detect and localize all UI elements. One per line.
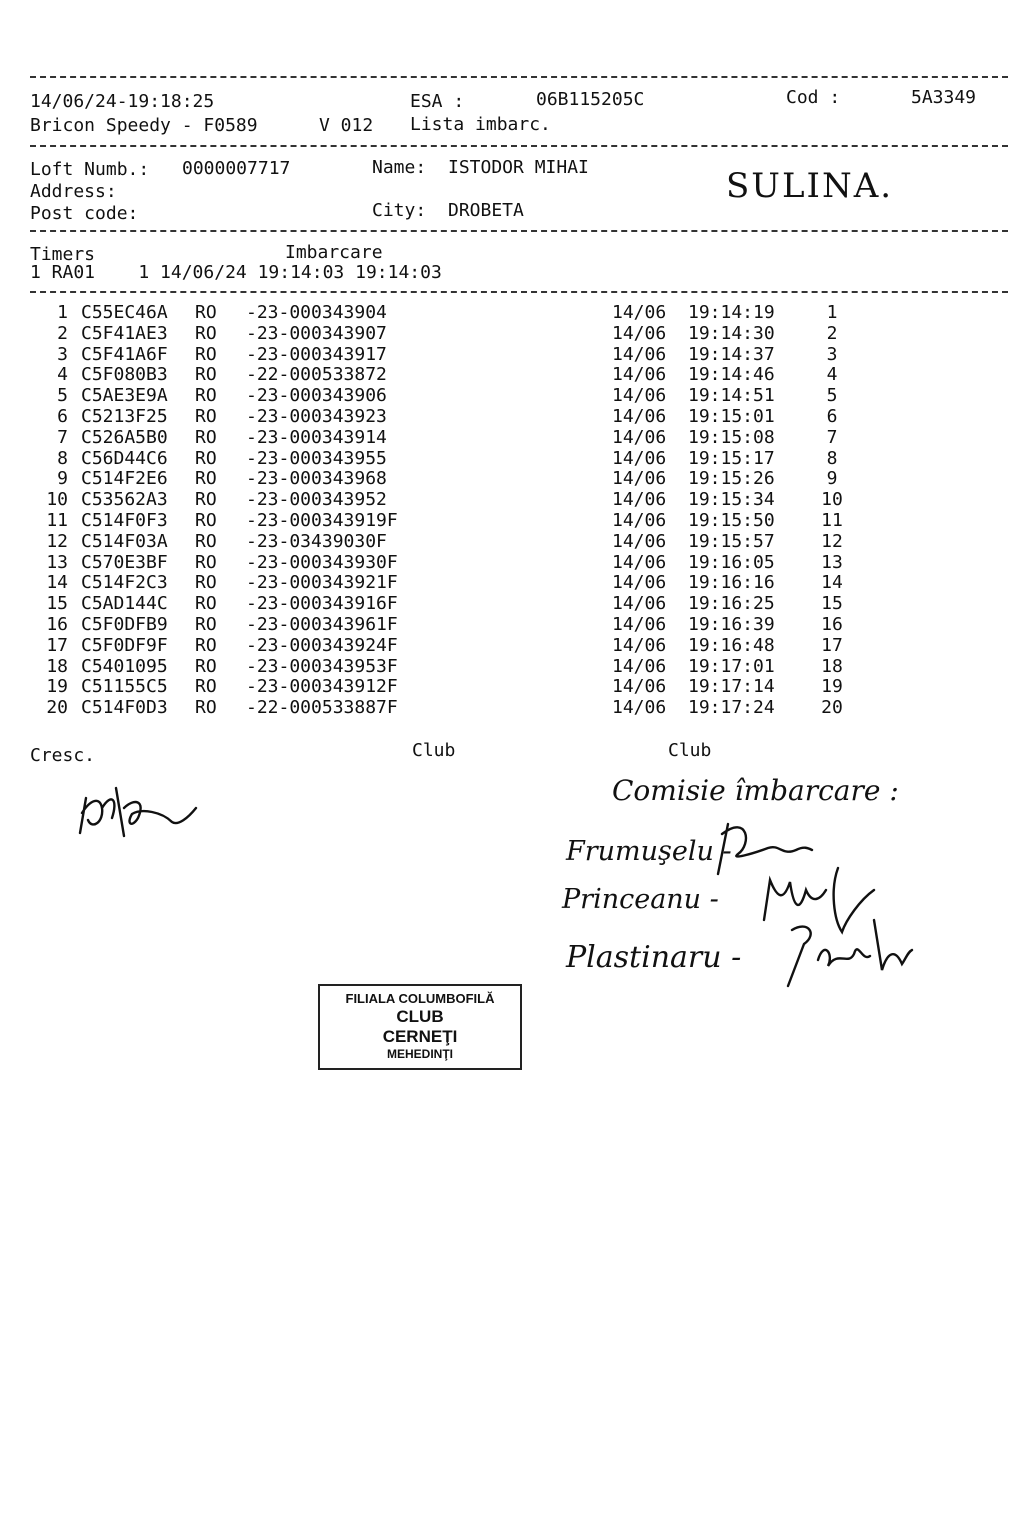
- club-label: Club: [412, 740, 456, 761]
- table-row: [0, 698, 1024, 719]
- chip-id: C5AD144C: [81, 593, 168, 615]
- table-row: [0, 345, 1024, 366]
- city-value: DROBETA: [448, 200, 524, 221]
- row-number: 10: [46, 489, 68, 511]
- member-signature: [778, 910, 918, 990]
- rank-number: 2: [826, 322, 838, 344]
- ring-number: -23-03439030F: [246, 530, 387, 552]
- row-number: 14: [46, 572, 68, 594]
- row-number: 19: [46, 676, 68, 698]
- ring-number: -23-000343912F: [246, 676, 398, 698]
- country-code: RO: [195, 468, 217, 490]
- rank-number: 3: [826, 343, 838, 365]
- table-row: [0, 324, 1024, 345]
- country-code: RO: [195, 572, 217, 594]
- stamp-line: MEHEDINŢI: [387, 1047, 453, 1061]
- chip-id: C5401095: [81, 655, 168, 677]
- arrival-date: 14/06: [612, 489, 667, 511]
- ring-number: -23-000343906: [246, 385, 387, 407]
- country-code: RO: [195, 614, 217, 635]
- country-code: RO: [195, 364, 217, 386]
- rank-number: 11: [821, 510, 843, 531]
- ring-number: -23-000343953F: [246, 655, 398, 677]
- city-label: City:: [372, 200, 427, 221]
- arrival-time: 19:14:30: [688, 322, 775, 344]
- table-row: [0, 365, 1024, 386]
- row-number: 3: [57, 343, 68, 365]
- cresc-label: Cresc.: [30, 745, 96, 766]
- arrival-time: 19:14:46: [688, 364, 775, 386]
- rank-number: 9: [826, 468, 838, 490]
- arrival-time: 19:14:51: [688, 385, 775, 407]
- club-stamp: [318, 984, 522, 1070]
- table-row: [0, 553, 1024, 574]
- timers-label: Timers: [30, 244, 96, 265]
- arrival-time: 19:16:25: [688, 593, 775, 615]
- row-number: 1: [57, 302, 68, 323]
- arrival-time: 19:16:39: [688, 614, 775, 635]
- arrival-date: 14/06: [612, 551, 667, 573]
- country-code: RO: [195, 385, 217, 407]
- cod-label: Cod :: [786, 87, 841, 108]
- rank-number: 15: [821, 593, 843, 615]
- row-number: 16: [46, 614, 68, 635]
- separator-line: [30, 76, 1008, 78]
- chip-id: C526A5B0: [81, 426, 168, 448]
- country-code: RO: [195, 655, 217, 677]
- esa-label: ESA :: [410, 91, 465, 112]
- table-row: [0, 573, 1024, 594]
- ring-number: -23-000343961F: [246, 614, 398, 635]
- device-version: V 012: [319, 115, 374, 136]
- rank-number: 6: [826, 406, 838, 427]
- country-code: RO: [195, 530, 217, 552]
- arrival-date: 14/06: [612, 593, 667, 615]
- print-datetime: 14/06/24-19:18:25: [30, 91, 215, 112]
- arrival-time: 19:15:17: [688, 447, 775, 469]
- row-number: 9: [57, 468, 68, 490]
- loft-number: 0000007717: [182, 158, 291, 179]
- chip-id: C570E3BF: [81, 551, 168, 573]
- country-code: RO: [195, 426, 217, 448]
- stamp-line: CLUB: [396, 1007, 444, 1026]
- club-label: Club: [668, 740, 712, 761]
- table-row: [0, 615, 1024, 636]
- rank-number: 13: [821, 551, 843, 573]
- table-row: [0, 303, 1024, 324]
- table-row: [0, 511, 1024, 532]
- rank-number: 16: [821, 614, 843, 635]
- table-row: [0, 407, 1024, 428]
- table-row: [0, 594, 1024, 615]
- loft-label: Loft Numb.:: [30, 159, 150, 180]
- country-code: RO: [195, 343, 217, 365]
- chip-id: C56D44C6: [81, 447, 168, 469]
- table-row: [0, 677, 1024, 698]
- table-row: [0, 657, 1024, 678]
- arrival-date: 14/06: [612, 385, 667, 407]
- arrival-date: 14/06: [612, 468, 667, 490]
- chip-id: C51155C5: [81, 676, 168, 698]
- commission-member: Plastinaru -: [566, 940, 742, 975]
- arrival-time: 19:15:26: [688, 468, 775, 490]
- chip-id: C5F0DFB9: [81, 614, 168, 635]
- arrival-date: 14/06: [612, 406, 667, 427]
- rank-number: 20: [821, 697, 843, 719]
- rank-number: 18: [821, 655, 843, 677]
- address-label: Address:: [30, 181, 117, 202]
- rank-number: 4: [826, 364, 838, 386]
- breeder-signature: [72, 778, 212, 848]
- arrival-time: 19:17:14: [688, 676, 775, 698]
- arrival-time: 19:15:34: [688, 489, 775, 511]
- arrival-time: 19:17:24: [688, 697, 775, 719]
- table-row: [0, 449, 1024, 470]
- arrival-date: 14/06: [612, 697, 667, 719]
- device-name: Bricon Speedy - F0589: [30, 115, 258, 136]
- country-code: RO: [195, 322, 217, 344]
- chip-id: C5AE3E9A: [81, 385, 168, 407]
- ring-number: -23-000343916F: [246, 593, 398, 615]
- ring-number: -22-000533887F: [246, 697, 398, 719]
- rank-number: 14: [821, 572, 843, 594]
- chip-id: C514F2C3: [81, 572, 168, 594]
- arrival-date: 14/06: [612, 364, 667, 386]
- chip-id: C514F0F3: [81, 510, 168, 531]
- chip-id: C5F080B3: [81, 364, 168, 386]
- country-code: RO: [195, 593, 217, 615]
- owner-name: ISTODOR MIHAI: [448, 157, 589, 178]
- cod-value: 5A3349: [911, 87, 977, 108]
- separator-line: [30, 145, 1008, 147]
- arrival-time: 19:16:16: [688, 572, 775, 594]
- row-number: 4: [57, 364, 68, 386]
- name-label: Name:: [372, 157, 427, 178]
- country-code: RO: [195, 510, 217, 531]
- ring-number: -23-000343921F: [246, 572, 398, 594]
- country-code: RO: [195, 406, 217, 427]
- rank-number: 5: [826, 385, 838, 407]
- arrival-time: 19:15:01: [688, 406, 775, 427]
- arrival-date: 14/06: [612, 510, 667, 531]
- ring-number: -23-000343955: [246, 447, 387, 469]
- arrival-date: 14/06: [612, 302, 667, 323]
- country-code: RO: [195, 634, 217, 656]
- rank-number: 1: [826, 302, 838, 323]
- imbarcare-label: Imbarcare: [285, 242, 383, 263]
- ring-number: -23-000343968: [246, 468, 387, 490]
- ring-number: -23-000343907: [246, 322, 387, 344]
- row-number: 20: [46, 697, 68, 719]
- rank-number: 10: [821, 489, 843, 511]
- chip-id: C514F0D3: [81, 697, 168, 719]
- ring-number: -23-000343904: [246, 302, 387, 323]
- rank-number: 19: [821, 676, 843, 698]
- arrival-time: 19:16:48: [688, 634, 775, 656]
- chip-id: C5F41AE3: [81, 322, 168, 344]
- row-number: 17: [46, 634, 68, 656]
- arrival-date: 14/06: [612, 343, 667, 365]
- arrival-time: 19:14:37: [688, 343, 775, 365]
- row-number: 13: [46, 551, 68, 573]
- ring-number: -22-000533872: [246, 364, 387, 386]
- ring-number: -23-000343952: [246, 489, 387, 511]
- separator-line: [30, 230, 1008, 232]
- rank-number: 8: [826, 447, 838, 469]
- row-number: 6: [57, 406, 68, 427]
- chip-id: C53562A3: [81, 489, 168, 511]
- arrival-date: 14/06: [612, 530, 667, 552]
- row-number: 15: [46, 593, 68, 615]
- table-row: [0, 490, 1024, 511]
- arrival-date: 14/06: [612, 634, 667, 656]
- postcode-label: Post code:: [30, 203, 139, 224]
- rank-number: 7: [826, 426, 838, 448]
- row-number: 12: [46, 530, 68, 552]
- ring-number: -23-000343919F: [246, 510, 398, 531]
- ring-number: -23-000343917: [246, 343, 387, 365]
- row-number: 18: [46, 655, 68, 677]
- separator-line: [30, 291, 1008, 293]
- country-code: RO: [195, 697, 217, 719]
- ring-number: -23-000343924F: [246, 634, 398, 656]
- table-row: [0, 469, 1024, 490]
- arrival-date: 14/06: [612, 322, 667, 344]
- ring-number: -23-000343923: [246, 406, 387, 427]
- country-code: RO: [195, 302, 217, 323]
- table-row: [0, 636, 1024, 657]
- esa-value: 06B115205C: [536, 89, 645, 110]
- chip-id: C55EC46A: [81, 302, 168, 323]
- arrival-date: 14/06: [612, 572, 667, 594]
- country-code: RO: [195, 551, 217, 573]
- arrival-time: 19:16:05: [688, 551, 775, 573]
- row-number: 11: [46, 510, 68, 531]
- arrival-date: 14/06: [612, 426, 667, 448]
- country-code: RO: [195, 447, 217, 469]
- arrival-time: 19:15:50: [688, 510, 775, 531]
- table-row: [0, 532, 1024, 553]
- arrival-time: 19:15:08: [688, 426, 775, 448]
- row-number: 5: [57, 385, 68, 407]
- arrival-date: 14/06: [612, 614, 667, 635]
- ring-number: -23-000343930F: [246, 551, 398, 573]
- arrival-date: 14/06: [612, 447, 667, 469]
- arrival-date: 14/06: [612, 655, 667, 677]
- stamp-line: CERNEŢI: [382, 1027, 458, 1046]
- timer-row: 1 RA01 1 14/06/24 19:14:03 19:14:03: [30, 262, 442, 283]
- row-number: 8: [57, 447, 68, 469]
- arrival-time: 19:14:19: [688, 302, 775, 323]
- arrival-time: 19:17:01: [688, 655, 775, 677]
- rank-number: 17: [821, 634, 843, 656]
- ring-number: -23-000343914: [246, 426, 387, 448]
- chip-id: C514F2E6: [81, 468, 168, 490]
- commission-member: Frumuşelu -: [566, 836, 732, 867]
- chip-id: C5F41A6F: [81, 343, 168, 365]
- row-number: 7: [57, 426, 68, 448]
- document-type: Lista imbarc.: [410, 114, 551, 135]
- commission-member: Princeanu -: [562, 884, 719, 915]
- handwritten-location: SULINA.: [726, 166, 894, 206]
- rank-number: 12: [821, 530, 843, 552]
- row-number: 2: [57, 322, 68, 344]
- country-code: RO: [195, 676, 217, 698]
- stamp-line: FILIALA COLUMBOFILĂ: [345, 991, 495, 1006]
- arrival-time: 19:15:57: [688, 530, 775, 552]
- table-row: [0, 386, 1024, 407]
- arrival-date: 14/06: [612, 676, 667, 698]
- chip-id: C514F03A: [81, 530, 168, 552]
- country-code: RO: [195, 489, 217, 511]
- chip-id: C5213F25: [81, 406, 168, 427]
- chip-id: C5F0DF9F: [81, 634, 168, 656]
- table-row: [0, 428, 1024, 449]
- commission-title: Comisie îmbarcare :: [612, 774, 899, 807]
